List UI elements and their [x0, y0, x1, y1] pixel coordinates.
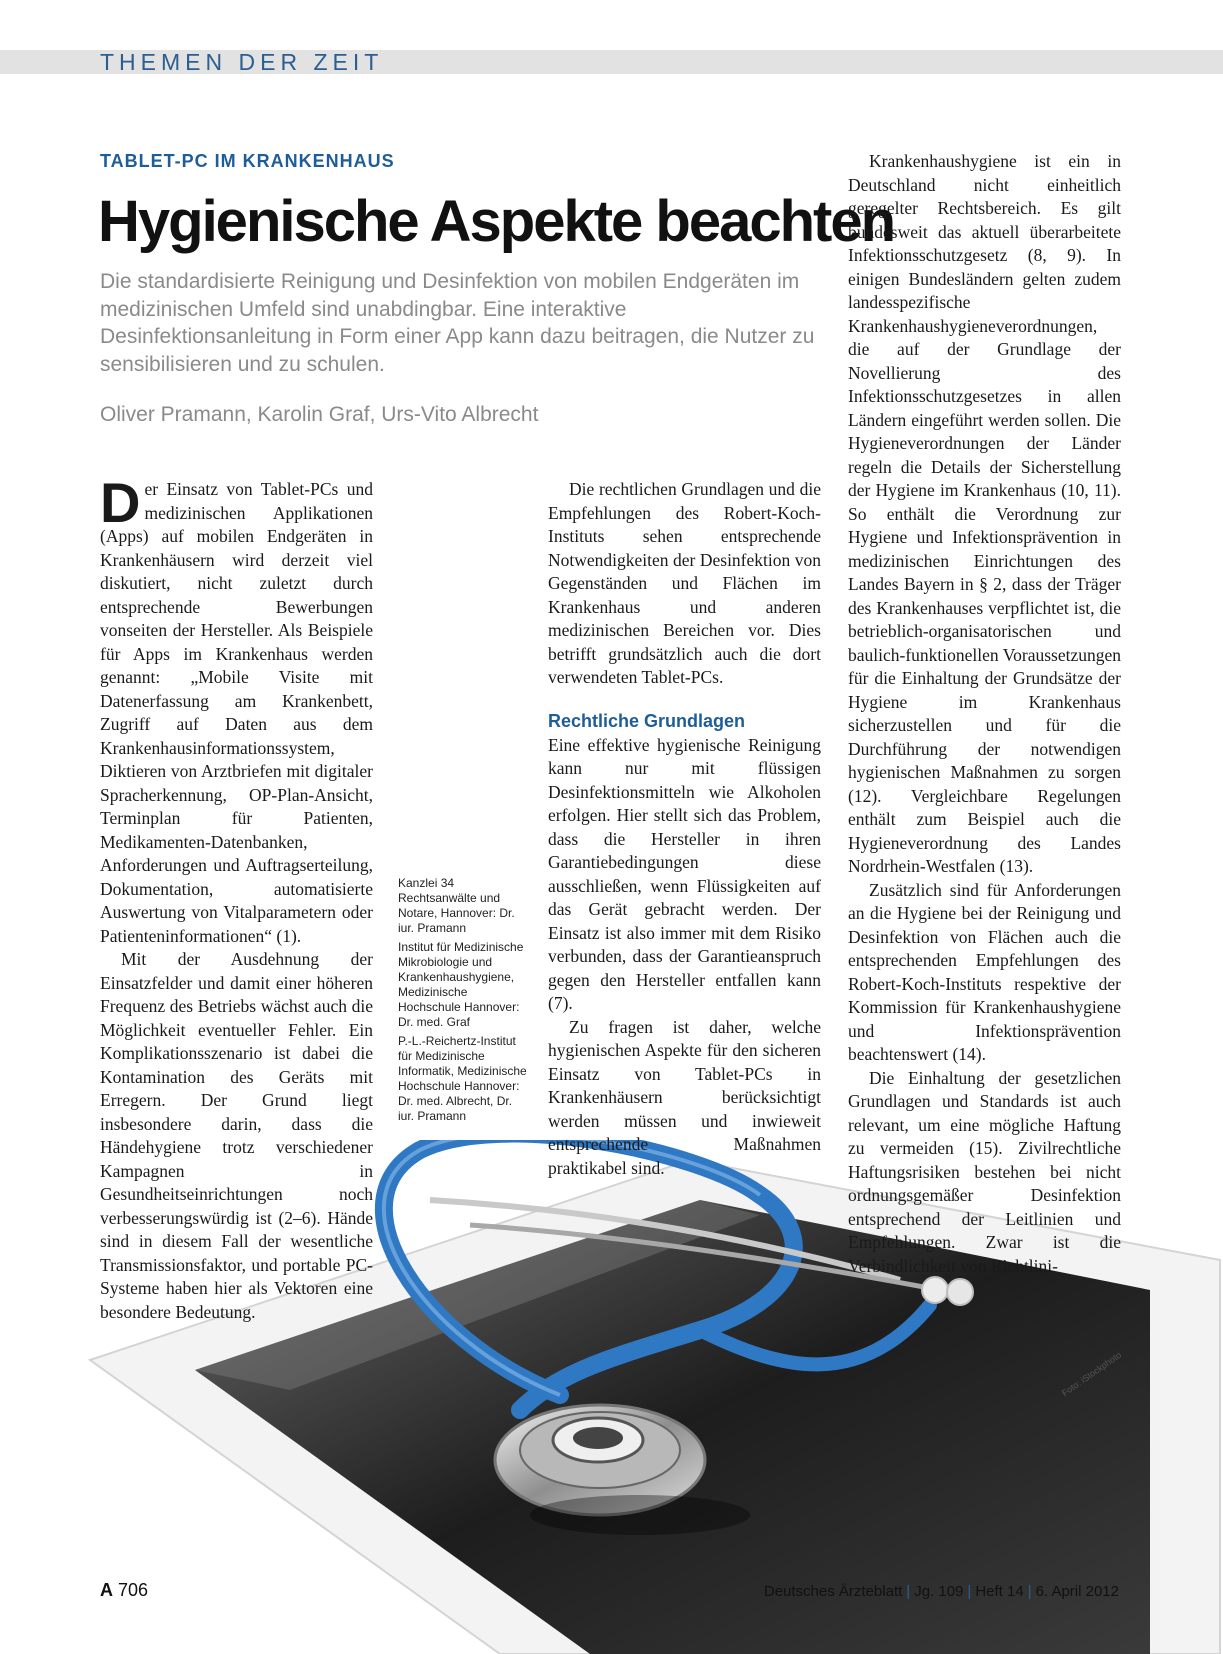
- subheading: Rechtliche Grundlagen: [548, 710, 746, 731]
- affiliation: Institut für Medizinische Mikrobiologie und Krankenhaushygiene, Medizinische Hochschule Hannover: Dr. med. Graf: [398, 940, 524, 1029]
- authors: Oliver Pramann, Karolin Graf, Urs-Vito Albrecht: [100, 403, 539, 426]
- journal-volume: Jg. 109: [914, 1583, 964, 1600]
- author-affiliations: [398, 876, 530, 1128]
- journal-name: Deutsches Ärzteblatt: [763, 1583, 903, 1600]
- ear-tip: [947, 1279, 973, 1305]
- affiliation: P.-L.-Reichertz-Institut für Medizinische Informatik, Medizinische Hochschule Hannover: Dr. med. Albrecht, Dr. iur. Pramann: [398, 1034, 527, 1123]
- paragraph: Eine effektive hygienische Reinigung kann nur mit flüssigen Desinfektionsmitteln wie Alkoholen erfolgen. Hier stellt sich das Problem, dass die Hersteller in ihren Garantiebedingungen diese ausschließen, wenn Flüssigkeiten auf das Gerät gebracht werden. Der Einsatz ist also immer mit dem Risiko verbunden, dass der Garantieanspruch gegen den Hersteller entfallen kann (7).: [548, 734, 821, 1013]
- kicker: TABLET-PC IM KRANKENHAUS: [100, 151, 395, 171]
- column-2: [548, 478, 821, 1180]
- column-3: [848, 150, 1121, 1278]
- page-number: A 706: [100, 1580, 149, 1600]
- journal-issue: Heft 14: [975, 1583, 1024, 1600]
- journal-date: 6. April 2012: [1035, 1583, 1119, 1600]
- paragraph: Der Einsatz von Tablet-PCs und medizinischen Applikationen (Apps) auf mobilen Endgeräten in Krankenhäusern wird derzeit viel diskutiert, nicht zuletzt durch entsprechende Bewerbungen vonseiten der Hersteller. Als Beispiele für Apps im Krankenhaus werden genannt: „Mobile Visite mit Datenerfassung am Krankenbett, Zugriff auf Daten aus dem Krankenhausinformationssystem, Diktieren von Arztbriefen mit digitaler Spracherkennung, OP-Plan-Ansicht, Terminplan für Patienten, Medikamenten-Datenbanken, Anforderungen und Auftragserteilung, Dokumentation, automatisierte Auswertung von Vitalparametern oder Patienteninformationen“ (1).: [100, 471, 373, 946]
- section-label: THEMEN DER ZEIT: [100, 49, 384, 75]
- paragraph: Mit der Ausdehnung der Einsatzfelder und damit einer höheren Frequenz des Betriebs wächst auch die Möglichkeit eventueller Fehler. Ein Komplikationsszenario ist dabei die Kontamination des Geräts mit Erregern. Der Grund liegt insbesondere darin, dass die Händehygiene trotz verschiedener Kampagnen in Gesundheitseinrichtungen noch verbesserungswürdig ist (2–6). Hände sind in diesem Fall der wesentliche Transmissionsfaktor, und portable PC-Systeme haben hier als Vektoren eine besondere Bedeutung.: [100, 949, 373, 1322]
- journal-footer: Deutsches Ärzteblatt | Jg. 109 | Heft 14 | 6. April 2012: [763, 1583, 1119, 1600]
- paragraph: Die Einhaltung der gesetzlichen Grundlagen und Standards ist auch relevant, um eine mögliche Haftung zu vermeiden (15). Zivilrechtliche Haftungsrisiken bestehen bei nicht ordnungsgemäßer Desinfektion entsprechend der Leitlinien und Empfehlungen. Zwar ist die Verbindlichkeit von Richtlini-: [848, 1067, 1121, 1276]
- paragraph: Die rechtlichen Grundlagen und die Empfehlungen des Robert-Koch-Instituts sehen entsprechende Notwendigkeiten der Desinfektion von Gegenständen und Flächen im Krankenhaus und anderen medizinischen Bereichen vor. Dies betrifft grundsätzlich auch die dort verwendeten Tablet-PCs.: [548, 479, 821, 687]
- ear-tip: [922, 1277, 948, 1303]
- lead-paragraph: Die standardisierte Reinigung und Desinfektion von mobilen Endgeräten im medizinischen Umfeld sind unabdingbar. Eine interaktive Desinfektionsanleitung in Form einer App kann dazu beitragen, die Nutzer zu sensibilisieren und zu schulen.: [100, 270, 815, 376]
- drop-cap: D: [100, 471, 141, 534]
- photo-credit: Foto: iStockphoto: [1060, 1349, 1124, 1399]
- paragraph: Zusätzlich sind für Anforderungen an die Hygiene bei der Reinigung und Desinfektion von Flächen auch die entsprechenden Empfehlungen des Robert-Koch-Instituts respektive der Kommission für Krankenhaushygiene und Infektionsprävention beachtenswert (14).: [848, 879, 1121, 1064]
- article-title: Hygienische Aspekte beachten: [98, 189, 895, 254]
- paragraph: Zu fragen ist daher, welche hygienischen Aspekte für den sicheren Einsatz von Tablet-PCs in Krankenhäusern berücksichtigt werden müssen und inwieweit entsprechende Maßnahmen praktikabel sind.: [548, 1016, 821, 1178]
- column-1: [100, 471, 373, 1324]
- affiliation: Kanzlei 34 Rechtsanwälte und Notare, Hannover: Dr. iur. Pramann: [398, 876, 515, 935]
- paragraph: Krankenhaushygiene ist ein in Deutschland nicht einheitlich geregelter Rechtsbereich. Es gilt bundesweit das aktuell überarbeitete Infektionsschutzgesetz (8, 9). In einigen Bundesländern gelten zudem landesspezifische Krankenhaushygieneverordnungen, die auf der Grundlage der Novellierung des Infektionsschutzgesetzes in allen Ländern eingeführt werden sollen. Die Hygieneverordnungen der Länder regeln die Details der Sicherstellung der Hygiene im Krankenhaus (10, 11). So enthält die Verordnung zur Hygiene und Infektionsprävention in medizinischen Einrichtungen des Landes Bayern in § 2, dass der Träger des Krankenhauses verpflichtet ist, die betrieblich-organisatorischen und baulich-funktionellen Voraussetzungen für die Einhaltung der Grundsätze der Hygiene im Krankenhaus sicherzustellen und für die Durchführung der notwendigen hygienischen Maßnahmen zu sorgen (12). Vergleichbare Regelungen enthält zum Beispiel auch die Hygieneverordnung des Landes Nordrhein-Westfalen (13).: [848, 151, 1121, 876]
